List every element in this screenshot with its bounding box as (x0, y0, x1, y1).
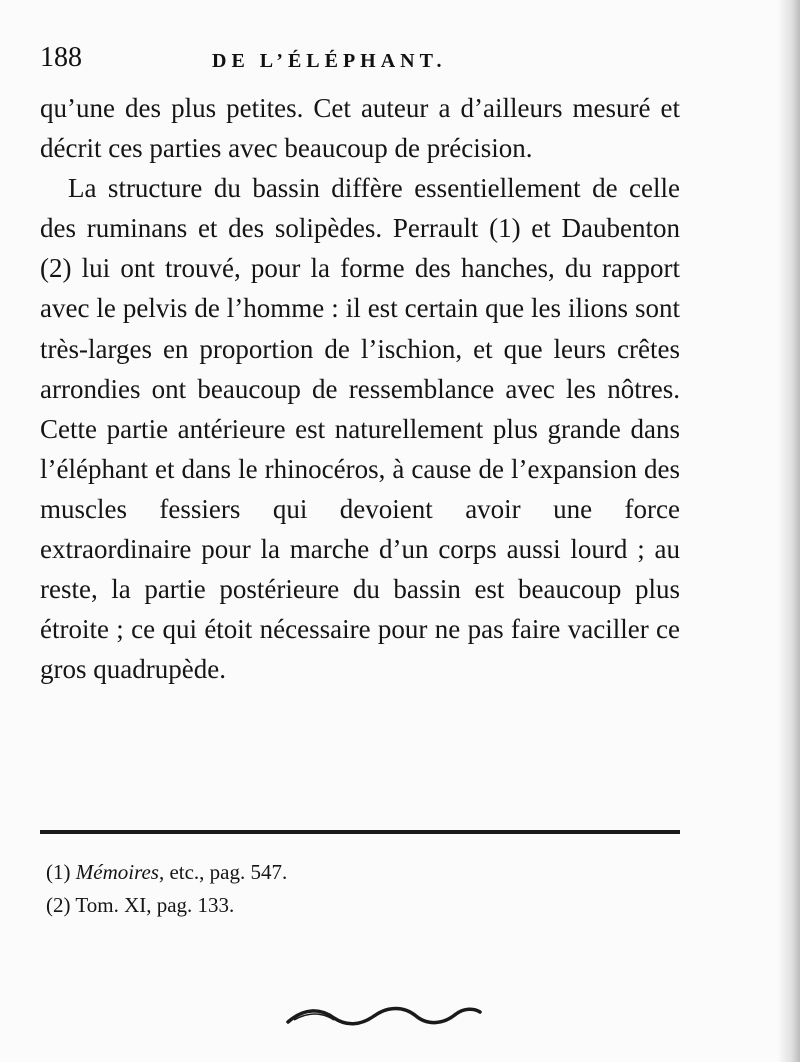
tailpiece-ornament-icon (284, 1000, 484, 1030)
footnote-text: Tom. XI, pag. 133. (75, 893, 235, 917)
paragraph-continued: qu’une des plus petites. Cet auteur a d’ailleurs mesuré et décrit ces parties avec beaucoup de précision. (40, 93, 680, 164)
page-number: 188 (40, 42, 82, 73)
footnote-1 (46, 856, 646, 889)
page-gutter-shadow (778, 0, 800, 1062)
paragraph-pelvis-structure: La structure du bassin diffère essentiellement de celle des ruminans et des solipèdes. Perrault (1) et Daubenton (2) lui ont trouvé, pour la forme des hanches, du rapport avec le pelvis de l’homme : il est certain que les ilions sont très-larges en proportion de l’ischion, et que leurs crêtes arrondies ont beaucoup de ressemblance avec les nôtres. Cette partie antérieure est naturellement plus grande dans l’éléphant et dans le rhinocéros, à cause de l’expansion des muscles fessiers qui devoient avoir une force extraordinaire pour la marche d’un corps aussi lourd ; au reste, la partie postérieure du bassin est beaucoup plus étroite ; ce qui étoit nécessaire pour ne pas faire vaciller ce gros quadrupède. (40, 173, 680, 685)
running-title: DE L’ÉLÉPHANT. (212, 50, 447, 72)
footnote-text: , etc., pag. 547. (158, 860, 288, 884)
footnote-marker: (1) (46, 860, 71, 884)
page-header (40, 40, 680, 80)
footnote-rule (40, 830, 680, 834)
body-text (40, 88, 680, 689)
footnote-title: Mémoires (75, 860, 159, 884)
footnote-marker: (2) (46, 893, 71, 917)
footnotes (46, 856, 646, 922)
footnote-2 (46, 889, 646, 922)
